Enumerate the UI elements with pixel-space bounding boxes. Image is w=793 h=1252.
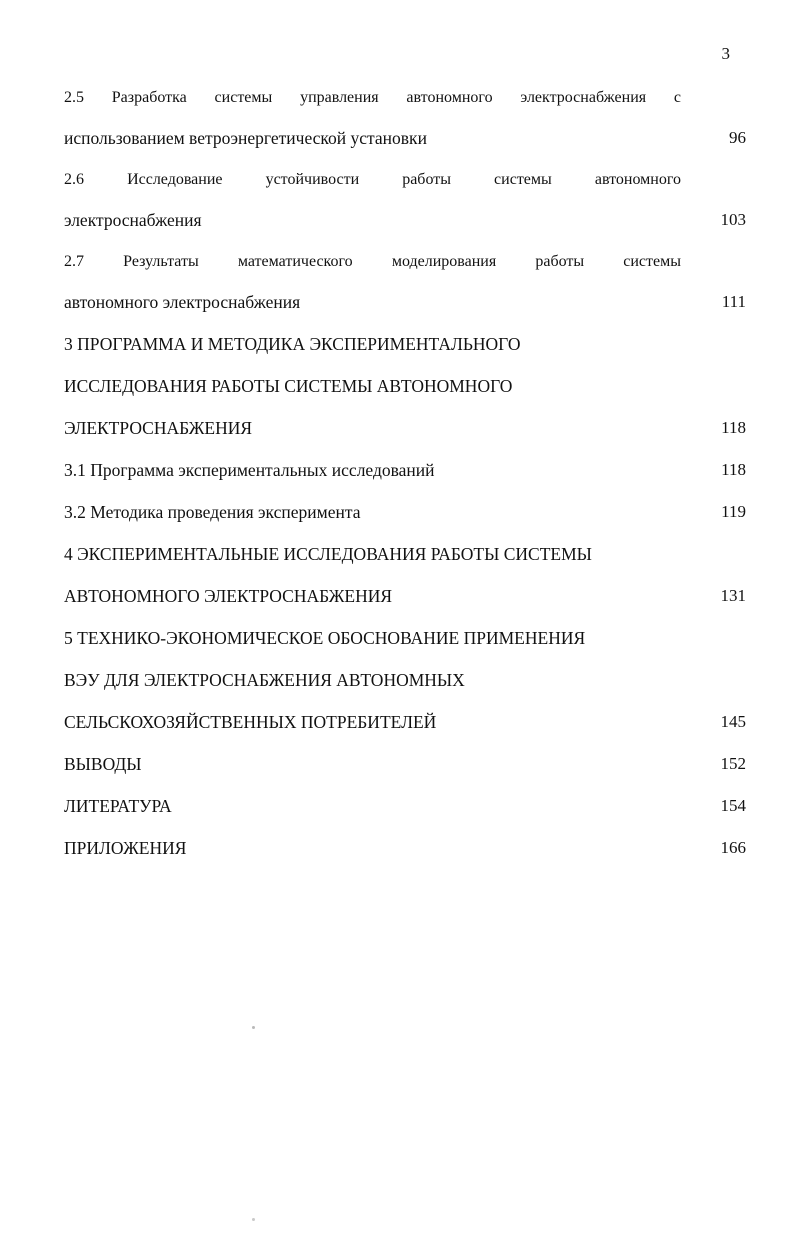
toc-word: Разработка xyxy=(111,89,187,106)
toc-entry[interactable] xyxy=(64,828,746,870)
toc-entry-label: 4 ЭКСПЕРИМЕНТАЛЬНЫЕ ИССЛЕДОВАНИЯ РАБОТЫ СИСТЕМЫ xyxy=(64,544,592,564)
toc-page-number: 131 xyxy=(720,586,746,605)
toc-page-number: 154 xyxy=(720,796,746,815)
toc-entry-label: автономного электроснабжения xyxy=(64,292,301,312)
toc-page-number: 152 xyxy=(720,754,746,773)
toc-entry-line xyxy=(64,534,746,576)
page-number: 3 xyxy=(721,44,730,63)
toc-entry-line xyxy=(64,160,746,200)
toc-entry-line xyxy=(64,450,746,492)
toc-entry[interactable] xyxy=(64,534,746,618)
toc-word: устойчивости xyxy=(265,171,360,188)
toc-page-number: 111 xyxy=(721,292,746,311)
toc-entry-line xyxy=(64,786,746,828)
toc-entry-line xyxy=(64,744,746,786)
toc-entry-line xyxy=(64,78,746,118)
toc-word: математического xyxy=(237,253,353,270)
toc-entry-line xyxy=(64,702,746,744)
toc-entry-label: СЕЛЬСКОХОЗЯЙСТВЕННЫХ ПОТРЕБИТЕЛЕЙ xyxy=(64,712,437,732)
toc-entry[interactable] xyxy=(64,492,746,534)
toc-entry-line xyxy=(64,118,746,160)
toc-entry-label: ИССЛЕДОВАНИЯ РАБОТЫ СИСТЕМЫ АВТОНОМНОГО xyxy=(64,376,513,396)
toc-entry[interactable] xyxy=(64,324,746,450)
toc-word: работы xyxy=(535,253,585,270)
toc-entry-label: 3.2 Методика проведения эксперимента xyxy=(64,502,361,522)
toc-entry-line xyxy=(64,492,746,534)
toc-page-number: 118 xyxy=(721,418,746,437)
toc-word: 2.5 xyxy=(64,89,84,106)
toc-entry-label: АВТОНОМНОГО ЭЛЕКТРОСНАБЖЕНИЯ xyxy=(64,586,393,606)
toc-entry-line xyxy=(64,408,746,450)
toc-word: 2.7 xyxy=(64,253,84,270)
toc-page-number: 96 xyxy=(729,128,746,147)
toc-entry-label: 3.1 Программа экспериментальных исследований xyxy=(64,460,435,480)
toc-page-number: 119 xyxy=(721,502,746,521)
toc-entry-line-words xyxy=(64,160,681,200)
toc-entry-label: 5 ТЕХНИКО-ЭКОНОМИЧЕСКОЕ ОБОСНОВАНИЕ ПРИМЕНЕНИЯ xyxy=(64,628,586,648)
toc-word: автономного xyxy=(406,89,493,106)
toc-entry-line xyxy=(64,282,746,324)
toc-entry-line xyxy=(64,618,746,660)
toc-entry-label: ЭЛЕКТРОСНАБЖЕНИЯ xyxy=(64,418,253,438)
toc-entry-line-words xyxy=(64,78,681,118)
toc-page-number: 145 xyxy=(720,712,746,731)
toc-entry-label: электроснабжения xyxy=(64,210,202,230)
toc-word: Результаты xyxy=(123,253,199,270)
toc-entry-label: использованием ветроэнергетической установки xyxy=(64,128,427,148)
toc-entry-label: ВЫВОДЫ xyxy=(64,754,142,774)
toc-entry-line xyxy=(64,366,746,408)
toc-entry-line xyxy=(64,576,746,618)
toc-word: системы xyxy=(623,253,681,270)
toc-entry[interactable] xyxy=(64,78,746,160)
toc-entry-label: ЛИТЕРАТУРА xyxy=(64,796,172,816)
toc-entry-line xyxy=(64,242,746,282)
toc-entry-line-words xyxy=(64,242,681,282)
toc-entry-line xyxy=(64,828,746,870)
toc-entry[interactable] xyxy=(64,160,746,242)
toc-entry-line xyxy=(64,660,746,702)
toc-word: 2.6 xyxy=(64,171,84,188)
toc-entry[interactable] xyxy=(64,450,746,492)
table-of-contents xyxy=(64,78,746,870)
toc-entry[interactable] xyxy=(64,744,746,786)
toc-word: работы xyxy=(402,171,451,188)
toc-entry[interactable] xyxy=(64,242,746,324)
toc-word: Исследование xyxy=(127,171,223,188)
toc-entry-label: ПРИЛОЖЕНИЯ xyxy=(64,838,187,858)
toc-entry-label: 3 ПРОГРАММА И МЕТОДИКА ЭКСПЕРИМЕНТАЛЬНОГО xyxy=(64,334,521,354)
toc-entry-line xyxy=(64,200,746,242)
scan-artifact-dot xyxy=(252,1218,255,1221)
toc-word: управления xyxy=(300,89,379,106)
toc-page-number: 166 xyxy=(720,838,746,857)
toc-word: моделирования xyxy=(391,253,497,270)
scan-artifact-dot xyxy=(252,1026,255,1029)
toc-page-number: 118 xyxy=(721,460,746,479)
toc-word: системы xyxy=(214,89,273,106)
toc-word: системы xyxy=(494,171,552,188)
toc-page-number: 103 xyxy=(720,210,746,229)
toc-entry[interactable] xyxy=(64,618,746,744)
toc-entry-label: ВЭУ ДЛЯ ЭЛЕКТРОСНАБЖЕНИЯ АВТОНОМНЫХ xyxy=(64,670,465,690)
toc-word: автономного xyxy=(594,171,681,188)
toc-entry-line xyxy=(64,324,746,366)
toc-word: с xyxy=(673,89,681,106)
toc-entry[interactable] xyxy=(64,786,746,828)
toc-word: электроснабжения xyxy=(520,89,647,106)
